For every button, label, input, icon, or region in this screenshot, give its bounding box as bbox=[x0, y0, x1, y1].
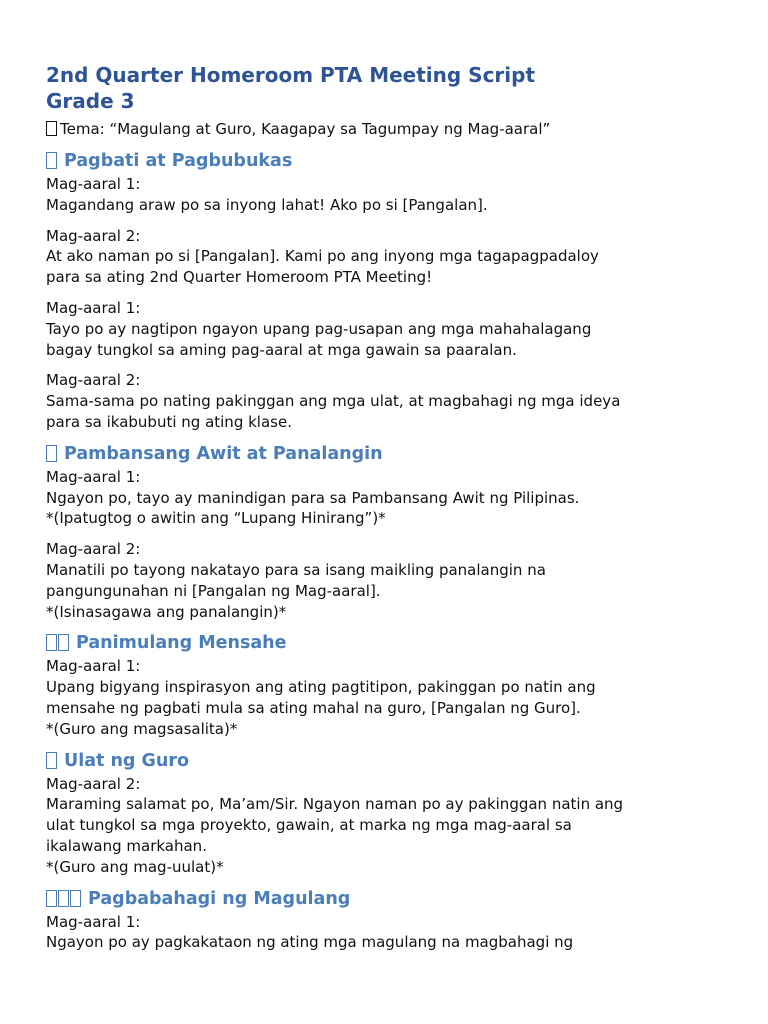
script-line: para sa ikabubuti ng ating klase. bbox=[46, 412, 292, 431]
section-emoji-group bbox=[46, 889, 82, 909]
document-page bbox=[46, 62, 736, 953]
speaker-label: Mag-aaral 1: bbox=[46, 298, 141, 317]
script-line: ulat tungkol sa mga proyekto, gawain, at marka ng mga mag-aaral sa bbox=[46, 816, 572, 835]
section-emoji-group bbox=[46, 633, 70, 653]
script-line: Ngayon po, tayo ay manindigan para sa Pambansang Awit ng Pilipinas. bbox=[46, 488, 580, 507]
document-title-line-2: Grade 3 bbox=[46, 89, 135, 113]
document-title-line-1: 2nd Quarter Homeroom PTA Meeting Script bbox=[46, 63, 536, 87]
script-line: Magandang araw po sa inyong lahat! Ako po si [Pangalan]. bbox=[46, 195, 488, 214]
script-line: para sa ating 2nd Quarter Homeroom PTA Meeting! bbox=[46, 268, 433, 287]
section-heading bbox=[46, 148, 736, 174]
speaker-label: Mag-aaral 2: bbox=[46, 226, 141, 245]
speaker-label: Mag-aaral 1: bbox=[46, 175, 141, 193]
section-heading-text: Pagbati at Pagbubukas bbox=[64, 151, 293, 171]
unrendered-emoji-icon bbox=[46, 890, 57, 907]
section-emoji-group bbox=[46, 751, 58, 771]
script-line: Sama-sama po nating pakinggan ang mga ulat, at magbahagi ng mga ideya bbox=[46, 392, 621, 411]
section-heading bbox=[46, 886, 736, 912]
script-line: *(Guro ang magsasalita)* bbox=[46, 719, 238, 738]
script-line: Upang bigyang inspirasyon ang ating pagtitipon, pakinggan po natin ang bbox=[46, 678, 596, 697]
section-heading bbox=[46, 748, 736, 774]
section-heading bbox=[46, 441, 736, 467]
script-line: *(Isinasagawa ang panalangin)* bbox=[46, 602, 287, 621]
script-line: ikalawang markahan. bbox=[46, 836, 207, 855]
theme-line bbox=[46, 118, 736, 140]
section-heading-text: Ulat ng Guro bbox=[64, 750, 190, 771]
speaker-label: Mag-aaral 1: bbox=[46, 467, 141, 486]
unrendered-emoji-icon bbox=[70, 890, 81, 907]
script-line: Maraming salamat po, Ma’am/Sir. Ngayon naman po ay pakinggan natin ang bbox=[46, 795, 624, 814]
script-line: Tayo po ay nagtipon ngayon upang pag-usapan ang mga mahahalagang bbox=[46, 319, 592, 338]
section-heading-text: Panimulang Mensahe bbox=[76, 633, 287, 654]
unrendered-emoji-icon bbox=[58, 890, 69, 907]
unrendered-emoji-icon bbox=[46, 634, 57, 651]
section-heading-text: Pagbabahagi ng Magulang bbox=[88, 888, 351, 909]
document-title bbox=[46, 62, 736, 114]
unrendered-emoji-icon bbox=[58, 634, 69, 651]
unrendered-emoji-icon bbox=[46, 752, 57, 769]
speaker-label: Mag-aaral 2: bbox=[46, 540, 141, 559]
theme-text: Tema: “Magulang at Guro, Kaagapay sa Tagumpay ng Mag-aaral” bbox=[60, 120, 551, 138]
section-emoji-group bbox=[46, 151, 58, 171]
script-line: *(Guro ang mag-uulat)* bbox=[46, 857, 224, 876]
speaker-label: Mag-aaral 1: bbox=[46, 912, 141, 931]
script-sections bbox=[46, 148, 736, 953]
section-heading bbox=[46, 630, 736, 656]
script-line: Ngayon po ay pagkakataon ng ating mga magulang na magbahagi ng bbox=[46, 933, 574, 952]
script-line: bagay tungkol sa aming pag-aaral at mga gawain sa paaralan. bbox=[46, 340, 517, 359]
script-line: pangungunahan ni [Pangalan ng Mag-aaral]. bbox=[46, 581, 381, 600]
speaker-label: Mag-aaral 1: bbox=[46, 657, 141, 676]
section-heading-text: Pambansang Awit at Panalangin bbox=[64, 443, 383, 464]
unrendered-emoji-icon bbox=[46, 445, 57, 462]
speaker-label: Mag-aaral 2: bbox=[46, 371, 141, 390]
section-emoji-group bbox=[46, 444, 58, 464]
unrendered-emoji-icon bbox=[46, 121, 57, 136]
script-line: At ako naman po si [Pangalan]. Kami po ang inyong mga tagapagpadaloy bbox=[46, 247, 599, 266]
script-line: mensahe ng pagbati mula sa ating mahal na guro, [Pangalan ng Guro]. bbox=[46, 698, 581, 717]
unrendered-emoji-icon bbox=[46, 152, 57, 169]
script-line: Manatili po tayong nakatayo para sa isang maikling panalangin na bbox=[46, 560, 546, 579]
script-line: *(Ipatugtog o awitin ang “Lupang Hinirang”)* bbox=[46, 509, 386, 528]
speaker-label: Mag-aaral 2: bbox=[46, 774, 141, 793]
